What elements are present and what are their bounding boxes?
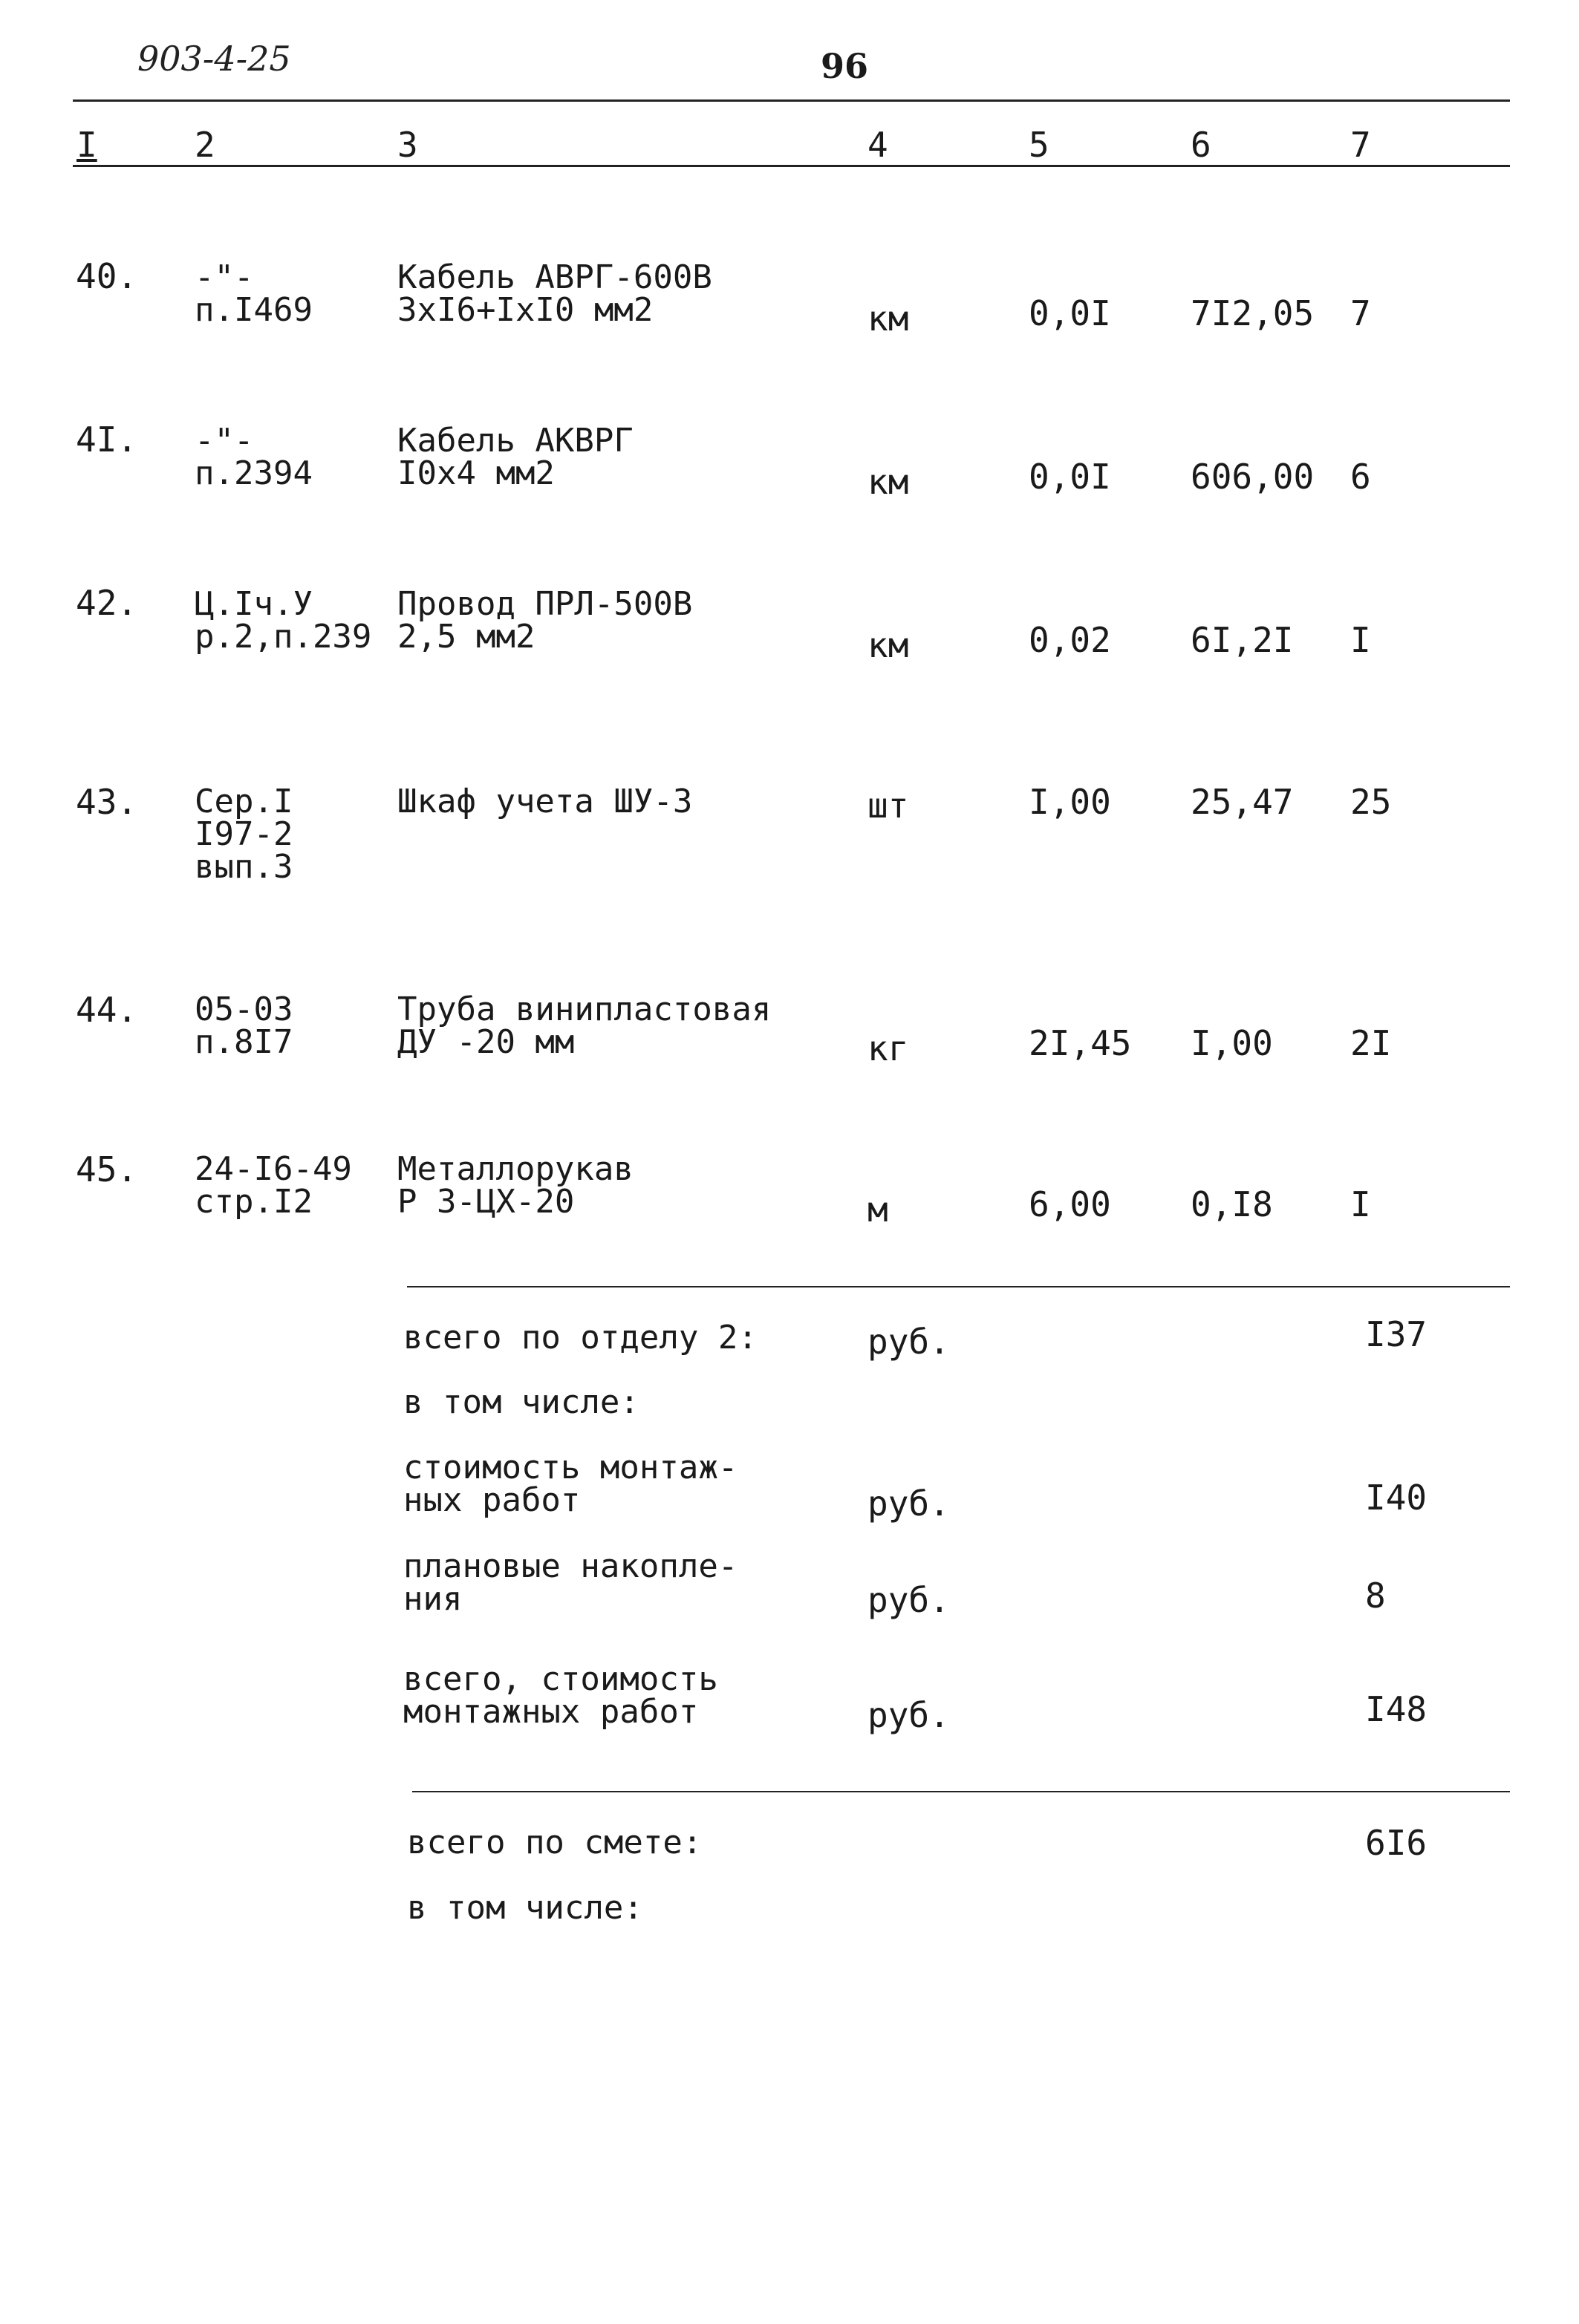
summary-unit: руб.	[867, 1695, 950, 1735]
row-unit: шт	[867, 786, 909, 826]
column-header-4: 4	[867, 125, 888, 165]
row-unit: км	[867, 625, 909, 665]
row-price: 6I,2I	[1191, 620, 1294, 660]
row-name: Металлорукав Р 3-ЦХ-20	[397, 1150, 634, 1221]
column-header-1: I	[76, 125, 97, 165]
grand-total-sublabel: в том числе:	[407, 1889, 643, 1927]
summary-value: I37	[1365, 1314, 1427, 1354]
row-unit: км	[867, 298, 909, 339]
row-reference: -"- п.2394	[195, 422, 313, 492]
grand-total-label: всего по смете:	[407, 1824, 703, 1861]
summary-label: всего, стоимость монтажных работ	[403, 1660, 718, 1731]
row-name: Труба винипластовая ДУ -20 мм	[397, 990, 772, 1061]
row-name: Кабель АКВРГ I0х4 мм2	[397, 422, 634, 492]
row-unit: м	[867, 1189, 888, 1230]
row-quantity: 0,02	[1029, 620, 1111, 660]
page-number: 96	[821, 46, 869, 86]
column-header-7: 7	[1350, 125, 1371, 165]
row-number: 45.	[76, 1149, 138, 1189]
row-reference: 05-03 п.8I7	[195, 990, 293, 1061]
row-number: 40.	[76, 256, 138, 296]
row-price: 606,00	[1191, 457, 1315, 497]
row-reference: 24-I6-49 стр.I2	[195, 1150, 352, 1221]
row-quantity: I,00	[1029, 782, 1111, 822]
row-number: 44.	[76, 990, 138, 1030]
row-quantity: 0,0I	[1029, 293, 1111, 333]
summary-label: стоимость монтаж- ных работ	[403, 1449, 738, 1519]
row-reference: Сер.I I97-2 вып.3	[195, 783, 293, 886]
column-header-2: 2	[195, 125, 215, 165]
row-name: Провод ПРЛ-500В 2,5 мм2	[397, 585, 693, 656]
document-code: 903-4-25	[137, 39, 291, 79]
row-reference: -"- п.I469	[195, 258, 313, 329]
header-bottom-rule	[73, 165, 1510, 167]
row-quantity: 0,0I	[1029, 457, 1111, 497]
row-total: 25	[1350, 782, 1392, 822]
row-total: 7	[1350, 293, 1371, 333]
summary-label: всего по отделу 2:	[403, 1319, 758, 1357]
row-reference: Ц.Iч.У р.2,п.239	[195, 585, 372, 656]
row-quantity: 6,00	[1029, 1184, 1111, 1224]
row-number: 42.	[76, 583, 138, 623]
grand-total-value: 6I6	[1365, 1823, 1427, 1863]
row-price: 7I2,05	[1191, 293, 1315, 333]
row-number: 4I.	[76, 420, 138, 460]
row-total: 6	[1350, 457, 1371, 497]
column-header-3: 3	[397, 125, 418, 165]
summary-value: I48	[1365, 1689, 1427, 1729]
row-price: 0,I8	[1191, 1184, 1273, 1224]
row-quantity: 2I,45	[1029, 1023, 1132, 1063]
row-unit: км	[867, 462, 909, 502]
row-unit: кг	[867, 1028, 909, 1068]
summary-label: плановые накопле- ния	[403, 1547, 738, 1618]
column-header-5: 5	[1029, 125, 1049, 165]
row-total: 2I	[1350, 1023, 1392, 1063]
row-name: Шкаф учета ШУ-3	[397, 783, 693, 820]
row-total: I	[1350, 1184, 1371, 1224]
row-price: 25,47	[1191, 782, 1294, 822]
section-total-rule	[407, 1286, 1510, 1287]
header-top-rule	[73, 99, 1510, 102]
summary-unit: руб.	[867, 1580, 950, 1620]
grand-total-rule	[412, 1791, 1510, 1792]
summary-label: в том числе:	[403, 1383, 639, 1421]
row-number: 43.	[76, 782, 138, 822]
row-total: I	[1350, 620, 1371, 660]
summary-unit: руб.	[867, 1483, 950, 1524]
summary-value: 8	[1365, 1576, 1386, 1616]
column-header-6: 6	[1191, 125, 1211, 165]
row-price: I,00	[1191, 1023, 1273, 1063]
summary-unit: руб.	[867, 1322, 950, 1362]
row-name: Кабель АВРГ-600В 3хI6+IхI0 мм2	[397, 258, 712, 329]
summary-value: I40	[1365, 1478, 1427, 1518]
